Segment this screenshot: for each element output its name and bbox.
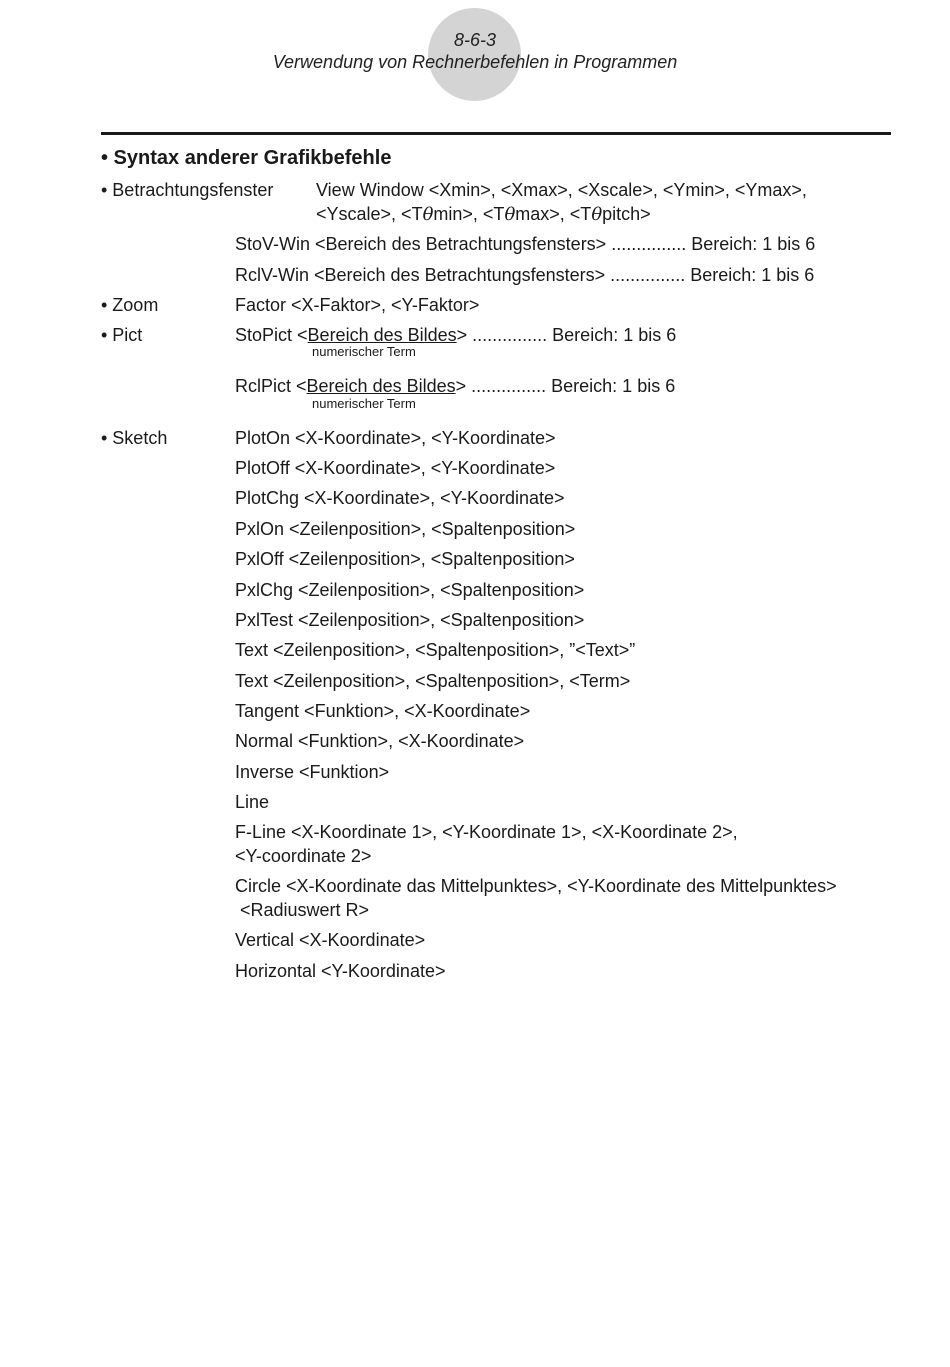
rclpict-syntax: RclPict <Bereich des Bildes> ............... Bereich: 1 bis 6 xyxy=(235,376,676,396)
sketch-command: PlotChg <X-Koordinate>, <Y-Koordinate> xyxy=(235,488,565,508)
page-number: 8-6-3 xyxy=(453,30,497,50)
category-betrachtungsfenster: • Betrachtungsfenster xyxy=(101,180,274,200)
sketch-command: F-Line <X-Koordinate 1>, <Y-Koordinate 1>, <X-Koordinate 2>, xyxy=(235,822,738,842)
sketch-command: PxlOff <Zeilenposition>, <Spaltenposition> xyxy=(235,549,575,569)
stopict-note: numerischer Term xyxy=(312,344,416,359)
sketch-command: PlotOn <X-Koordinate>, <Y-Koordinate> xyxy=(235,428,556,448)
sketch-command-continuation: <Y-coordinate 2> xyxy=(235,846,372,866)
sketch-command: Circle <X-Koordinate das Mittelpunktes>, <Y-Koordinate des Mittelpunktes> xyxy=(235,876,837,896)
sketch-command: Horizontal <Y-Koordinate> xyxy=(235,961,446,981)
sketch-command: PlotOff <X-Koordinate>, <Y-Koordinate> xyxy=(235,458,556,478)
rclpict-note: numerischer Term xyxy=(312,396,416,411)
chapter-title: Verwendung von Rechnerbefehlen in Programmen xyxy=(272,52,678,72)
stov-win-syntax: StoV-Win <Bereich des Betrachtungsfensters> ............... Bereich: 1 bis 6 xyxy=(235,234,816,254)
view-window-syntax-line1: View Window <Xmin>, <Xmax>, <Xscale>, <Ymin>, <Ymax>, xyxy=(316,180,807,200)
stopict-syntax: StoPict <Bereich des Bildes> ............... Bereich: 1 bis 6 xyxy=(235,325,677,345)
sketch-command: Vertical <X-Koordinate> xyxy=(235,930,426,950)
zoom-factor-syntax: Factor <X-Faktor>, <Y-Faktor> xyxy=(235,295,480,315)
category-pict: • Pict xyxy=(101,325,143,345)
sketch-command: PxlTest <Zeilenposition>, <Spaltenposition> xyxy=(235,610,585,630)
sketch-command: Text <Zeilenposition>, <Spaltenposition>, <Term> xyxy=(235,671,631,691)
sketch-command: Inverse <Funktion> xyxy=(235,762,390,782)
sketch-command: Normal <Funktion>, <X-Koordinate> xyxy=(235,731,525,751)
sketch-command: PxlChg <Zeilenposition>, <Spaltenposition> xyxy=(235,580,585,600)
rclv-win-syntax: RclV-Win <Bereich des Betrachtungsfensters> ............... Bereich: 1 bis 6 xyxy=(235,265,815,285)
category-sketch: • Sketch xyxy=(101,428,168,448)
sketch-command: PxlOn <Zeilenposition>, <Spaltenposition> xyxy=(235,519,576,539)
sketch-command-continuation: <Radiuswert R> xyxy=(235,900,370,920)
sketch-command: Text <Zeilenposition>, <Spaltenposition>, ”<Text>” xyxy=(235,640,636,660)
sketch-command: Tangent <Funktion>, <X-Koordinate> xyxy=(235,701,531,721)
header-divider xyxy=(101,132,891,135)
section-heading: • Syntax anderer Grafikbefehle xyxy=(101,147,392,169)
sketch-command: Line xyxy=(235,792,270,812)
view-window-syntax-line2: <Yscale>, <Tθmin>, <Tθmax>, <Tθpitch> xyxy=(316,204,651,225)
category-zoom: • Zoom xyxy=(101,295,159,315)
